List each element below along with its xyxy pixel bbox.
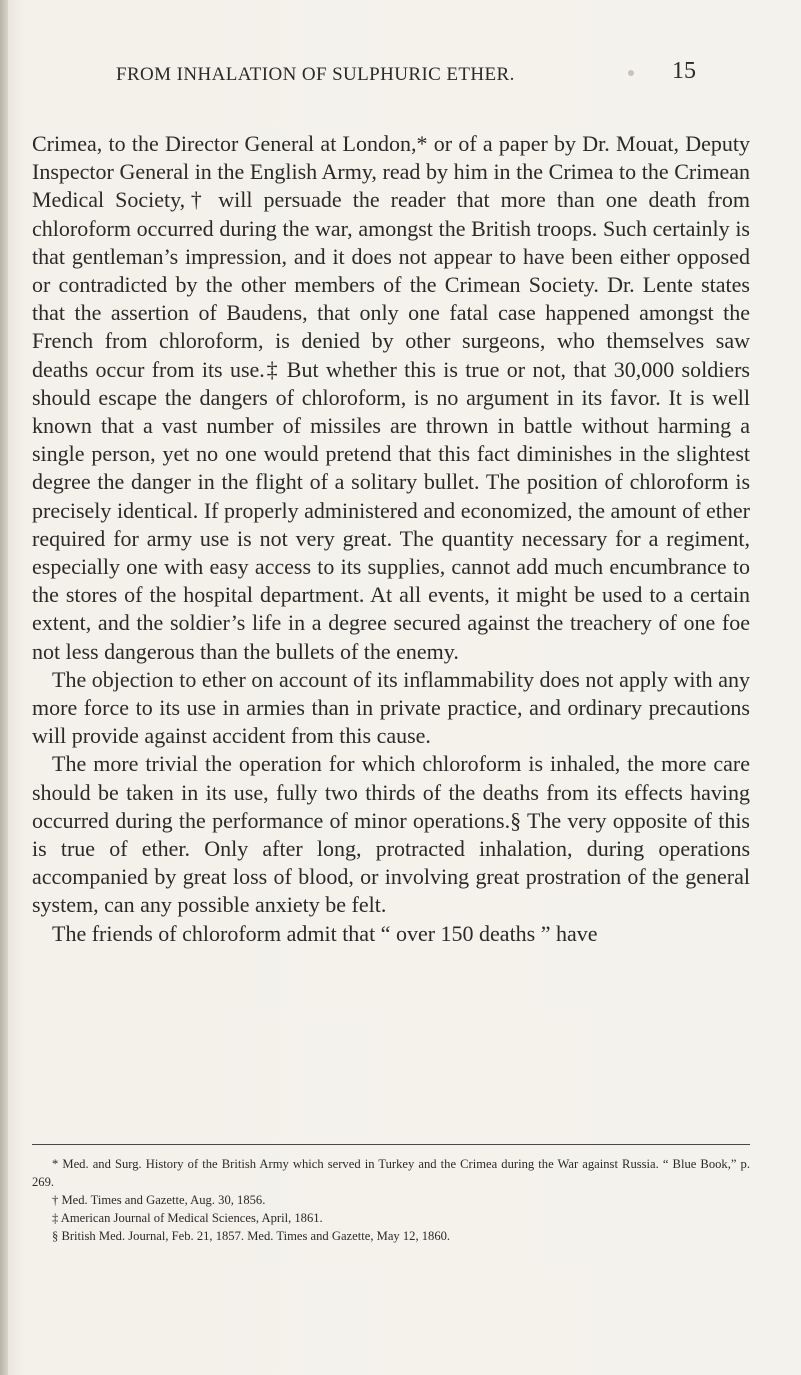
page-number: 15 [672, 58, 696, 84]
paragraph: The friends of chloroform admit that “ over 150 deaths ” have [52, 920, 598, 946]
footnote: ‡ American Journal of Medical Sciences, April, 1861. [52, 1211, 323, 1225]
body-text [32, 130, 750, 948]
footnote: * Med. and Surg. History of the British Army which served in Turkey and the Crimea during the War against Russia. “ Blue Book,” p. 269. [32, 1157, 750, 1189]
footnotes [32, 1155, 750, 1245]
footnote-rule [32, 1144, 750, 1145]
page-header [116, 58, 696, 98]
paragraph: The objection to ether on account of its inflammability does not apply with any more force to its use in armies than in private practice, and ordinary precautions will provide against accident from this cause. [32, 666, 750, 749]
footnote: † Med. Times and Gazette, Aug. 30, 1856. [52, 1193, 266, 1207]
page-binding-edge [0, 0, 8, 1375]
paragraph: The more trivial the operation for which chloroform is inhaled, the more care should be taken in its use, fully two thirds of the deaths from its effects having occurred during the performance of minor operations.§ The very opposite of this is true of ether. Only after long, protracted inhalation, during operations accompanied by great loss of blood, or involving great prostration of the general system, can any possible anxiety be felt. [32, 751, 750, 918]
running-head: FROM INHALATION OF SULPHURIC ETHER. [116, 64, 515, 85]
paragraph: Crimea, to the Director General at London,* or of a paper by Dr. Mouat, Deputy Inspector General in the English Army, read by him in the Crimea to the Crimean Medical Society,† will persuade the reader that more than one death from chloroform occurred during the war, amongst the British troops. Such certainly is that gentleman’s impression, and it does not appear to have been either opposed or contradicted by the other members of the Crimean Society. Dr. Lente states that the assertion of Baudens, that only one fatal case happened amongst the French from chloroform, is denied by other surgeons, who themselves saw deaths occur from its use.‡ But whether this is true or not, that 30,000 soldiers should escape the dangers of chloroform, is no argument in its favor. It is well known that a vast number of missiles are thrown in battle without harming a single person, yet no one would pretend that this fact diminishes in the slightest degree the danger in the flight of a solitary bullet. The position of chloroform is precisely identical. If properly administered and economized, the amount of ether required for army use is not very great. The quantity necessary for a regiment, especially one with easy access to its supplies, cannot add much encumbrance to the stores of the hospital department. At all events, it might be used to a certain extent, and the soldier’s life in a degree secured against the treachery of one foe not less dangerous than the bullets of the enemy. [32, 131, 750, 664]
footnote: § British Med. Journal, Feb. 21, 1857. Med. Times and Gazette, May 12, 1860. [52, 1229, 451, 1243]
